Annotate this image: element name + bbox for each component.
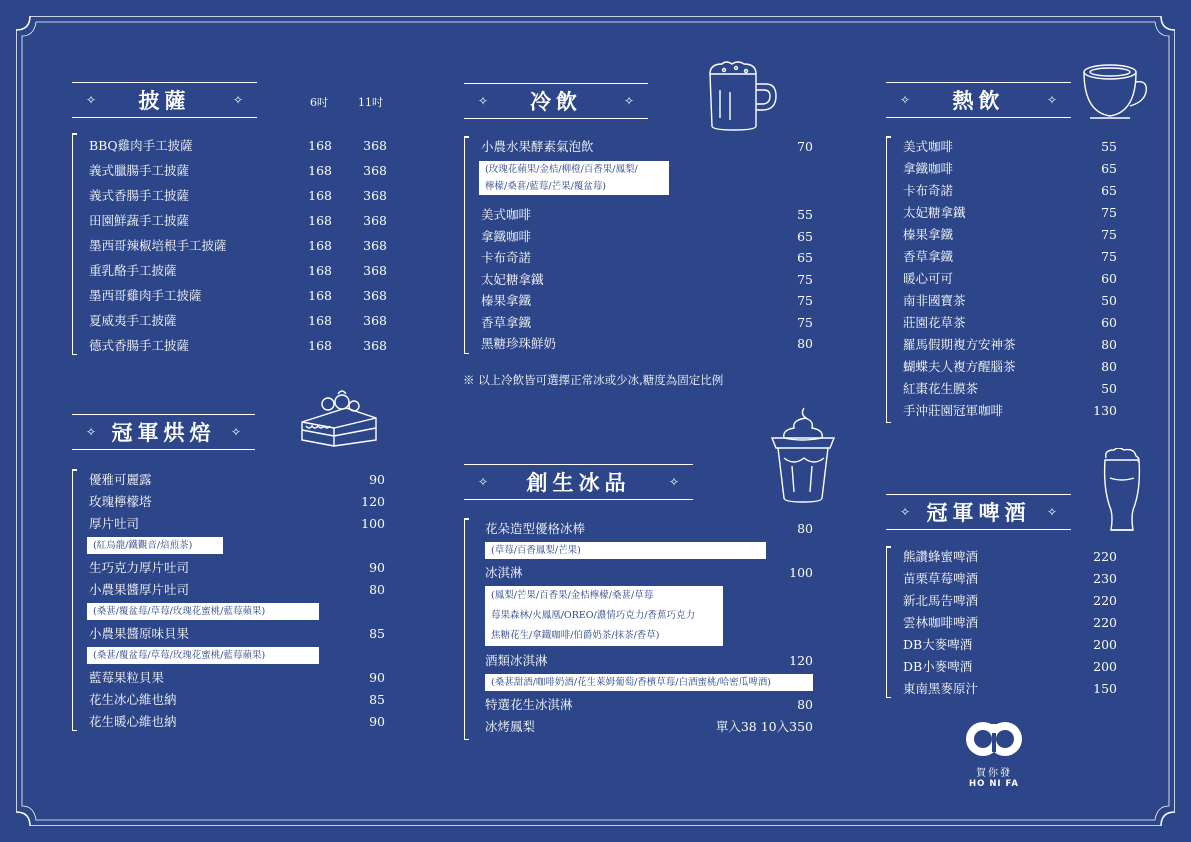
list-item (465, 333, 814, 355)
list-item (887, 290, 1126, 312)
icecream-title (464, 464, 693, 500)
item-name: 苗栗草莓啤酒 (903, 571, 979, 586)
item-price: 65 (1101, 161, 1117, 176)
item-price: 200 (1093, 637, 1117, 652)
item-price-large: 368 (363, 188, 387, 203)
item-price-small: 168 (308, 263, 332, 278)
ornament-icon: ✧ (1046, 93, 1057, 107)
item-name: DB小麥啤酒 (903, 659, 973, 674)
item-name: 熊讚蜂蜜啤酒 (903, 549, 979, 564)
beer-glass-illustration (1100, 448, 1144, 540)
item-name: 卡布奇諾 (903, 183, 954, 198)
list-item: 藍莓果粒貝果 90 (89, 670, 385, 685)
list-item (73, 158, 392, 183)
mug-illustration (704, 60, 782, 138)
brand-logo (964, 720, 1024, 789)
item-price: 55 (797, 207, 813, 222)
list-item: 花生暖心維也納 90 (89, 714, 385, 729)
item-name: 南非國寶茶 (903, 293, 966, 308)
ornament-icon: ✧ (478, 94, 489, 108)
list-item: 優雅可麗露 90 (89, 472, 385, 487)
item-name: 美式咖啡 (481, 207, 532, 222)
list-item (887, 246, 1126, 268)
list-item (887, 678, 1126, 700)
hot-title-text: 熱飲 (952, 88, 1005, 113)
item-price: 50 (1101, 293, 1117, 308)
logo-english: HO NI FA (969, 779, 1019, 789)
ornament-icon: ✧ (230, 425, 241, 439)
item-price: 65 (797, 250, 813, 265)
item-name: 紅棗花生膜茶 (903, 381, 979, 396)
cake-illustration (298, 388, 380, 452)
item-name: 新北馬告啤酒 (903, 593, 979, 608)
list-item: 酒類冰淇淋 120 (485, 653, 813, 668)
list-item (73, 258, 392, 283)
bakery-list (72, 469, 392, 731)
size-header-6: 6吋 (310, 96, 328, 109)
item-price-small: 168 (308, 288, 332, 303)
item-name: 田園鮮蔬手工披薩 (89, 213, 190, 228)
list-item (465, 204, 814, 226)
item-name: 太妃糖拿鐵 (481, 271, 544, 287)
list-item: 冰烤鳳梨 單入38 10入350 (485, 719, 813, 734)
item-price-large: 368 (363, 163, 387, 178)
item-price-large: 368 (363, 288, 387, 303)
item-name: 香草拿鐵 (903, 249, 954, 264)
ornament-icon: ✧ (232, 93, 243, 107)
item-name: 黑糖珍珠鮮奶 (481, 336, 557, 351)
item-name: 手沖莊園冠軍咖啡 (903, 403, 1004, 418)
list-item (887, 180, 1126, 202)
ornament-icon: ✧ (900, 505, 911, 519)
bakery-title (72, 414, 255, 450)
list-item (73, 133, 392, 158)
item-name: 莊園花草茶 (903, 315, 966, 330)
list-item (73, 233, 392, 258)
list-item: 花生冰心維也納 85 (89, 692, 385, 707)
ornament-icon: ✧ (86, 93, 97, 107)
list-item (73, 308, 392, 333)
item-price: 75 (797, 293, 813, 308)
bakery-title-text: 冠軍烘焙 (111, 420, 216, 445)
item-price-small: 168 (308, 188, 332, 203)
item-name: 卡布奇諾 (481, 250, 532, 265)
item-name: 榛果拿鐵 (903, 227, 954, 242)
beer-list (886, 546, 1126, 698)
pizza-list (72, 133, 392, 355)
ornament-icon: ✧ (1046, 505, 1057, 519)
item-price-small: 168 (308, 213, 332, 228)
list-item (73, 333, 392, 358)
logo-icon (964, 720, 1024, 758)
list-item: 玫瑰檸檬塔 120 (89, 494, 385, 509)
item-name: 香草拿鐵 (481, 314, 532, 330)
list-item (465, 247, 814, 269)
item-price-large: 368 (363, 263, 387, 278)
item-price: 150 (1093, 681, 1117, 696)
item-price-small: 168 (308, 338, 332, 353)
list-item: 花朵造型優格冰棒 80 (485, 521, 813, 536)
list-item (887, 568, 1126, 590)
item-price: 200 (1093, 659, 1117, 674)
cold-note: ※ 以上冷飲皆可選擇正常冰或少冰,糖度為固定比例 (463, 373, 724, 387)
item-price: 60 (1101, 315, 1117, 330)
item-price: 60 (1101, 271, 1117, 286)
item-price: 75 (1101, 227, 1117, 242)
item-price: 75 (1101, 249, 1117, 264)
list-item (887, 378, 1126, 400)
item-name: 榛果拿鐵 (481, 293, 532, 308)
list-item (887, 546, 1126, 568)
item-price-large: 368 (363, 238, 387, 253)
ornament-icon: ✧ (623, 94, 634, 108)
list-item (887, 612, 1126, 634)
item-name: 拿鐵咖啡 (903, 161, 954, 176)
item-price: 75 (797, 314, 813, 330)
cold-fruit-tag: (玫瑰花蘋果/金桔/柳橙/百香果/鳳梨/ 檸檬/桑葚/藍莓/芒果/覆盆莓) (479, 161, 669, 195)
list-item (887, 158, 1126, 180)
list-item (465, 312, 814, 334)
list-item (465, 226, 814, 248)
item-price: 80 (1101, 359, 1117, 374)
list-item (887, 590, 1126, 612)
hot-title (886, 82, 1071, 118)
ornament-icon: ✧ (478, 475, 489, 489)
list-item (73, 208, 392, 233)
item-price: 75 (1101, 205, 1117, 220)
ornament-icon: ✧ (668, 475, 679, 489)
item-name: 墨西哥雞肉手工披薩 (89, 288, 202, 303)
icecream-title-text: 創生冰品 (526, 470, 631, 495)
item-name: 拿鐵咖啡 (481, 228, 532, 244)
item-name: 暖心可可 (903, 271, 954, 286)
item-name: 太妃糖拿鐵 (903, 205, 966, 220)
item-price: 50 (1101, 381, 1117, 396)
item-price: 65 (1101, 183, 1117, 198)
list-item (465, 290, 814, 312)
item-name: 羅馬假期複方安神茶 (903, 337, 1016, 352)
item-name: 義式香腸手工披薩 (89, 188, 190, 203)
cold-title-text: 冷飲 (530, 89, 582, 114)
item-price: 220 (1093, 549, 1117, 564)
item-price-large: 368 (363, 138, 387, 153)
item-name: DB大麥啤酒 (903, 637, 973, 652)
item-price: 55 (1101, 139, 1117, 154)
list-item: 厚片吐司 100 (89, 516, 385, 531)
item-name: BBQ雞肉手工披薩 (89, 138, 193, 153)
sundae-illustration (768, 406, 838, 510)
list-item (887, 224, 1126, 246)
list-item (887, 312, 1126, 334)
ornament-icon: ✧ (86, 425, 97, 439)
item-name: 義式臘腸手工披薩 (89, 163, 190, 178)
list-item: 小農果醬厚片吐司 80 (89, 582, 385, 597)
item-name: 重乳酪手工披薩 (89, 263, 177, 278)
list-item (887, 356, 1126, 378)
logo-chinese: 賀你發 (976, 768, 1012, 779)
bakery-tag: (桑葚/覆盆莓/草莓/玫瑰花蜜桃/藍莓蘋果) (87, 603, 319, 620)
cup-illustration (1080, 60, 1152, 128)
item-name: 夏威夷手工披薩 (89, 313, 177, 328)
item-price-small: 168 (308, 238, 332, 253)
item-name: 德式香腸手工披薩 (89, 338, 190, 353)
item-price: 65 (797, 228, 813, 244)
size-header-11: 11吋 (358, 96, 383, 109)
icecream-list (464, 518, 814, 740)
pizza-title (72, 82, 257, 118)
item-price: 80 (797, 336, 813, 351)
list-item (73, 283, 392, 308)
item-price-small: 168 (308, 138, 332, 153)
beer-title (886, 494, 1071, 530)
item-name: 東南黑麥原汁 (903, 681, 979, 696)
bakery-tag: (桑葚/覆盆莓/草莓/玫瑰花蜜桃/藍莓蘋果) (87, 647, 319, 664)
icecream-flavor-tag: (鳳梨/芒果/百香果/金桔檸檬/桑葚/草莓 莓果森林/火鳳凰/OREO/濃情巧克力/香蕉巧克力 焦糖花生/拿鐵咖啡/伯爵奶茶/抹茶/香草) (485, 586, 723, 646)
item-price-small: 168 (308, 163, 332, 178)
icecream-liquor-tag: (桑葚甜酒/咖啡奶酒/花生萊姆葡萄/香檳草莓/白酒蜜桃/哈密瓜啤酒) (485, 674, 813, 691)
list-item (465, 269, 814, 291)
beer-title-text: 冠軍啤酒 (926, 500, 1031, 525)
list-item (887, 400, 1126, 422)
cold-list (464, 136, 814, 354)
list-item: 生巧克力厚片吐司 90 (89, 560, 385, 575)
icecream-tag: (草莓/百香鳳梨/芒果) (485, 542, 766, 559)
item-name: 墨西哥辣椒培根手工披薩 (89, 238, 227, 253)
item-price-large: 368 (363, 213, 387, 228)
item-price: 220 (1093, 593, 1117, 608)
list-item (887, 202, 1126, 224)
bakery-tag: (紅烏龍/鐵觀音/焙煎茶) (87, 537, 223, 554)
list-item: 特選花生冰淇淋 80 (485, 697, 813, 712)
hot-list (886, 136, 1126, 423)
pizza-title-text: 披薩 (138, 88, 191, 113)
item-price: 220 (1093, 615, 1117, 630)
item-price: 130 (1093, 403, 1117, 418)
item-price-large: 368 (363, 338, 387, 353)
item-name: 雲林咖啡啤酒 (903, 615, 979, 630)
list-item: 冰淇淋 100 (485, 565, 813, 580)
item-name: 蝴蝶夫人複方醒腦茶 (903, 359, 1016, 374)
list-item (73, 183, 392, 208)
list-item: 小農水果酵素氣泡飲 70 (481, 139, 813, 154)
ornament-icon: ✧ (900, 93, 911, 107)
list-item (887, 268, 1126, 290)
list-item (887, 634, 1126, 656)
list-item: 小農果醬原味貝果 85 (89, 626, 385, 641)
item-price: 80 (1101, 337, 1117, 352)
list-item (887, 136, 1126, 158)
item-price-large: 368 (363, 313, 387, 328)
list-item (887, 656, 1126, 678)
item-name: 美式咖啡 (903, 139, 954, 154)
item-price-small: 168 (308, 313, 332, 328)
item-price: 230 (1093, 571, 1117, 586)
list-item (887, 334, 1126, 356)
cold-title (464, 83, 648, 119)
item-price: 75 (797, 271, 813, 287)
